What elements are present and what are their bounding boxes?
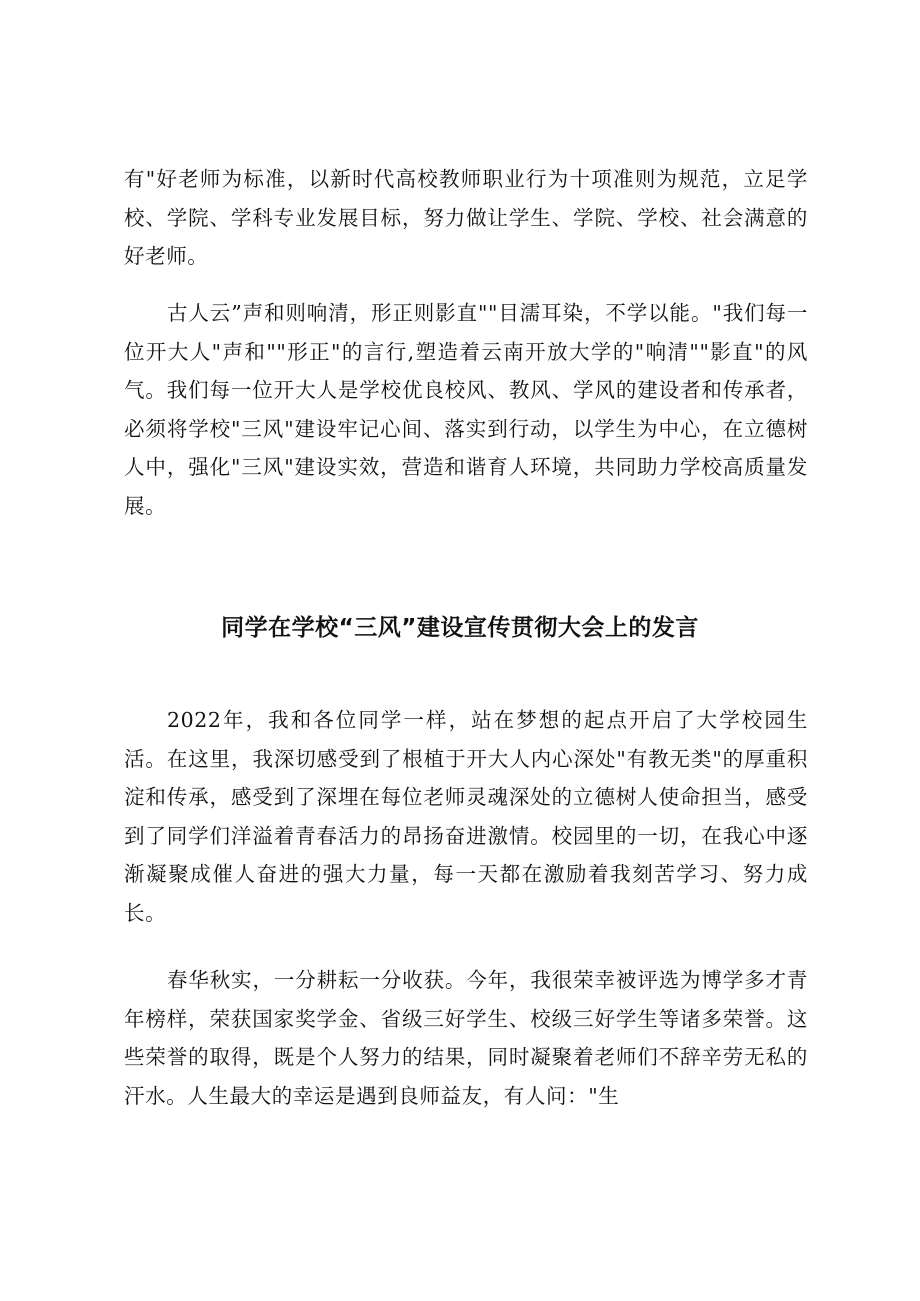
paragraph-2022-campus-life: 2022年，我和各位同学一样，站在梦想的起点开启了大学校园生活。在这里，我深切感受到了根植于开大人内心深处"有教无类"的厚重积淀和传承，感受到了深埋在每位老师灵魂深处的立德树人使命担当，感受到了同学们洋溢着青春活力的昂扬奋进激情。校园里的一切，在我心中逐渐凝聚成催人奋进的强大力量，每一天都在激励着我刻苦学习、努力成长。 xyxy=(124,708,808,925)
speech-heading: 同学在学校“三风”建设宣传贯彻大会上的发言 xyxy=(221,615,699,641)
paragraph-ancient-saying: 古人云”声和则响清，形正则影直""目濡耳染，不学以能。"我们每一位开大人"声和""形正"的言行,塑造着云南开放大学的"响清""影直"的风气。我们每一位开大人是学校优良校风、教风、学风的建设者和传承者，必须将学校"三风"建设牢记心间、落实到行动，以学生为中心，在立德树人中，强化"三风"建设实效，营造和谐育人环境，共同助力学校高质量发展。 xyxy=(124,301,808,518)
paragraph-teacher-standard: 有"好老师为标准，以新时代高校教师职业行为十项准则为规范，立足学校、学院、学科专业发展目标，努力做让学生、学院、学校、社会满意的好老师。 xyxy=(124,167,808,268)
paragraph-honors: 春华秋实，一分耕耘一分收获。今年，我很荣幸被评选为博学多才青年榜样，荣获国家奖学金、省级三好学生、校级三好学生等诸多荣誉。这些荣誉的取得，既是个人努力的结果，同时凝聚着老师们不辞辛劳无私的汗水。人生最大的幸运是遇到良师益友，有人问："生 xyxy=(124,968,808,1108)
